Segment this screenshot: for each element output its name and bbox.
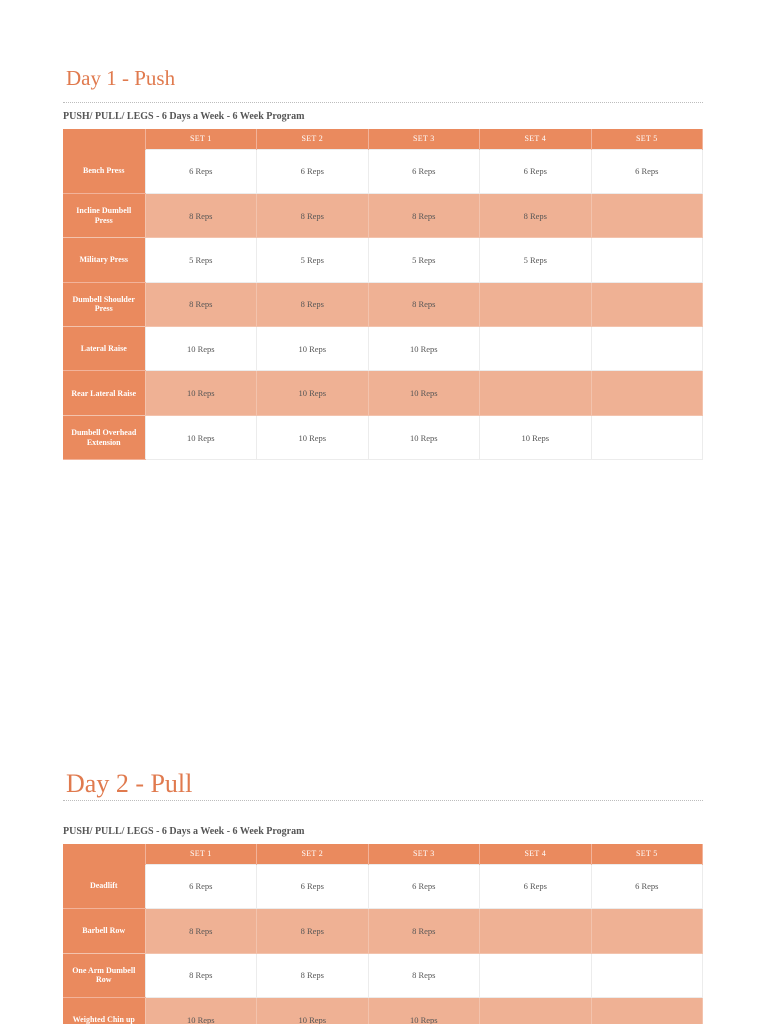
set-cell: 5 Reps <box>368 238 480 282</box>
set-cell: 10 Reps <box>145 998 257 1024</box>
set-3-header: SET 3 <box>368 129 480 149</box>
table-row <box>63 238 703 282</box>
table-row <box>63 149 703 193</box>
table-row <box>63 327 703 371</box>
exercise-name: Lateral Raise <box>63 327 145 371</box>
table-row <box>63 371 703 415</box>
set-cell <box>591 327 703 371</box>
set-cell <box>591 238 703 282</box>
set-cell <box>480 998 592 1024</box>
table-header-row <box>63 129 703 149</box>
set-cell <box>591 909 703 954</box>
exercise-name: One Arm Dumbell Row <box>63 953 145 998</box>
set-cell: 8 Reps <box>368 953 480 998</box>
set-cell: 10 Reps <box>257 327 369 371</box>
table-row <box>63 953 703 998</box>
exercise-name: Deadlift <box>63 864 145 909</box>
set-cell: 6 Reps <box>145 864 257 909</box>
set-5-header: SET 5 <box>591 844 703 864</box>
set-cell: 6 Reps <box>480 149 592 193</box>
table-row <box>63 282 703 326</box>
set-1-header: SET 1 <box>145 844 257 864</box>
exercise-name: Dumbell Overhead Extension <box>63 415 145 459</box>
set-3-header: SET 3 <box>368 844 480 864</box>
set-cell: 10 Reps <box>368 371 480 415</box>
day-2-title: Day 2 - Pull <box>66 769 193 798</box>
set-cell: 10 Reps <box>257 415 369 459</box>
set-cell: 8 Reps <box>368 193 480 237</box>
exercise-name: Dumbell Shoulder Press <box>63 282 145 326</box>
set-cell: 8 Reps <box>145 282 257 326</box>
set-cell: 6 Reps <box>257 864 369 909</box>
set-cell: 6 Reps <box>368 864 480 909</box>
set-cell: 10 Reps <box>480 415 592 459</box>
day-1-title: Day 1 - Push <box>66 66 176 90</box>
exercise-name: Military Press <box>63 238 145 282</box>
set-cell: 5 Reps <box>145 238 257 282</box>
set-cell <box>591 998 703 1024</box>
set-cell: 6 Reps <box>591 864 703 909</box>
table-header-row <box>63 844 703 864</box>
set-cell: 10 Reps <box>257 371 369 415</box>
exercise-name: Incline Dumbell Press <box>63 193 145 237</box>
set-2-header: SET 2 <box>257 129 369 149</box>
set-4-header: SET 4 <box>480 844 592 864</box>
set-cell: 5 Reps <box>257 238 369 282</box>
set-cell <box>591 953 703 998</box>
set-cell: 6 Reps <box>257 149 369 193</box>
set-cell: 10 Reps <box>368 998 480 1024</box>
set-cell <box>591 193 703 237</box>
set-2-header: SET 2 <box>257 844 369 864</box>
set-cell <box>591 415 703 459</box>
set-cell: 10 Reps <box>145 415 257 459</box>
day-1-program-subtitle: PUSH/ PULL/ LEGS - 6 Days a Week - 6 Week Program <box>63 111 305 122</box>
set-cell: 5 Reps <box>480 238 592 282</box>
exercise-name: Weighted Chin up <box>63 998 145 1024</box>
exercise-name: Barbell Row <box>63 909 145 954</box>
set-cell: 8 Reps <box>145 909 257 954</box>
table-row <box>63 998 703 1024</box>
set-cell: 8 Reps <box>257 282 369 326</box>
set-cell: 6 Reps <box>145 149 257 193</box>
exercise-column-header <box>63 129 145 149</box>
set-cell: 10 Reps <box>257 998 369 1024</box>
set-1-header: SET 1 <box>145 129 257 149</box>
set-cell: 6 Reps <box>480 864 592 909</box>
table-row <box>63 864 703 909</box>
table-row <box>63 415 703 459</box>
exercise-name: Rear Lateral Raise <box>63 371 145 415</box>
set-cell: 10 Reps <box>368 327 480 371</box>
set-cell: 8 Reps <box>480 193 592 237</box>
set-cell: 10 Reps <box>145 371 257 415</box>
set-cell <box>480 282 592 326</box>
set-cell <box>591 371 703 415</box>
day-2-divider <box>63 800 703 801</box>
day-2-program-subtitle: PUSH/ PULL/ LEGS - 6 Days a Week - 6 Week Program <box>63 826 305 837</box>
set-cell <box>480 327 592 371</box>
set-cell: 10 Reps <box>145 327 257 371</box>
day-2-workout-table <box>63 844 703 1024</box>
set-cell: 8 Reps <box>368 282 480 326</box>
set-cell: 8 Reps <box>257 909 369 954</box>
set-cell: 6 Reps <box>368 149 480 193</box>
table-row <box>63 909 703 954</box>
set-5-header: SET 5 <box>591 129 703 149</box>
set-cell: 8 Reps <box>368 909 480 954</box>
set-cell: 8 Reps <box>257 193 369 237</box>
set-cell: 8 Reps <box>257 953 369 998</box>
day-1-divider <box>63 102 703 103</box>
exercise-name: Bench Press <box>63 149 145 193</box>
set-4-header: SET 4 <box>480 129 592 149</box>
set-cell <box>480 953 592 998</box>
set-cell: 8 Reps <box>145 953 257 998</box>
table-row <box>63 193 703 237</box>
set-cell <box>591 282 703 326</box>
set-cell: 6 Reps <box>591 149 703 193</box>
day-1-workout-table <box>63 129 703 460</box>
set-cell <box>480 371 592 415</box>
set-cell: 10 Reps <box>368 415 480 459</box>
set-cell: 8 Reps <box>145 193 257 237</box>
exercise-column-header <box>63 844 145 864</box>
set-cell <box>480 909 592 954</box>
